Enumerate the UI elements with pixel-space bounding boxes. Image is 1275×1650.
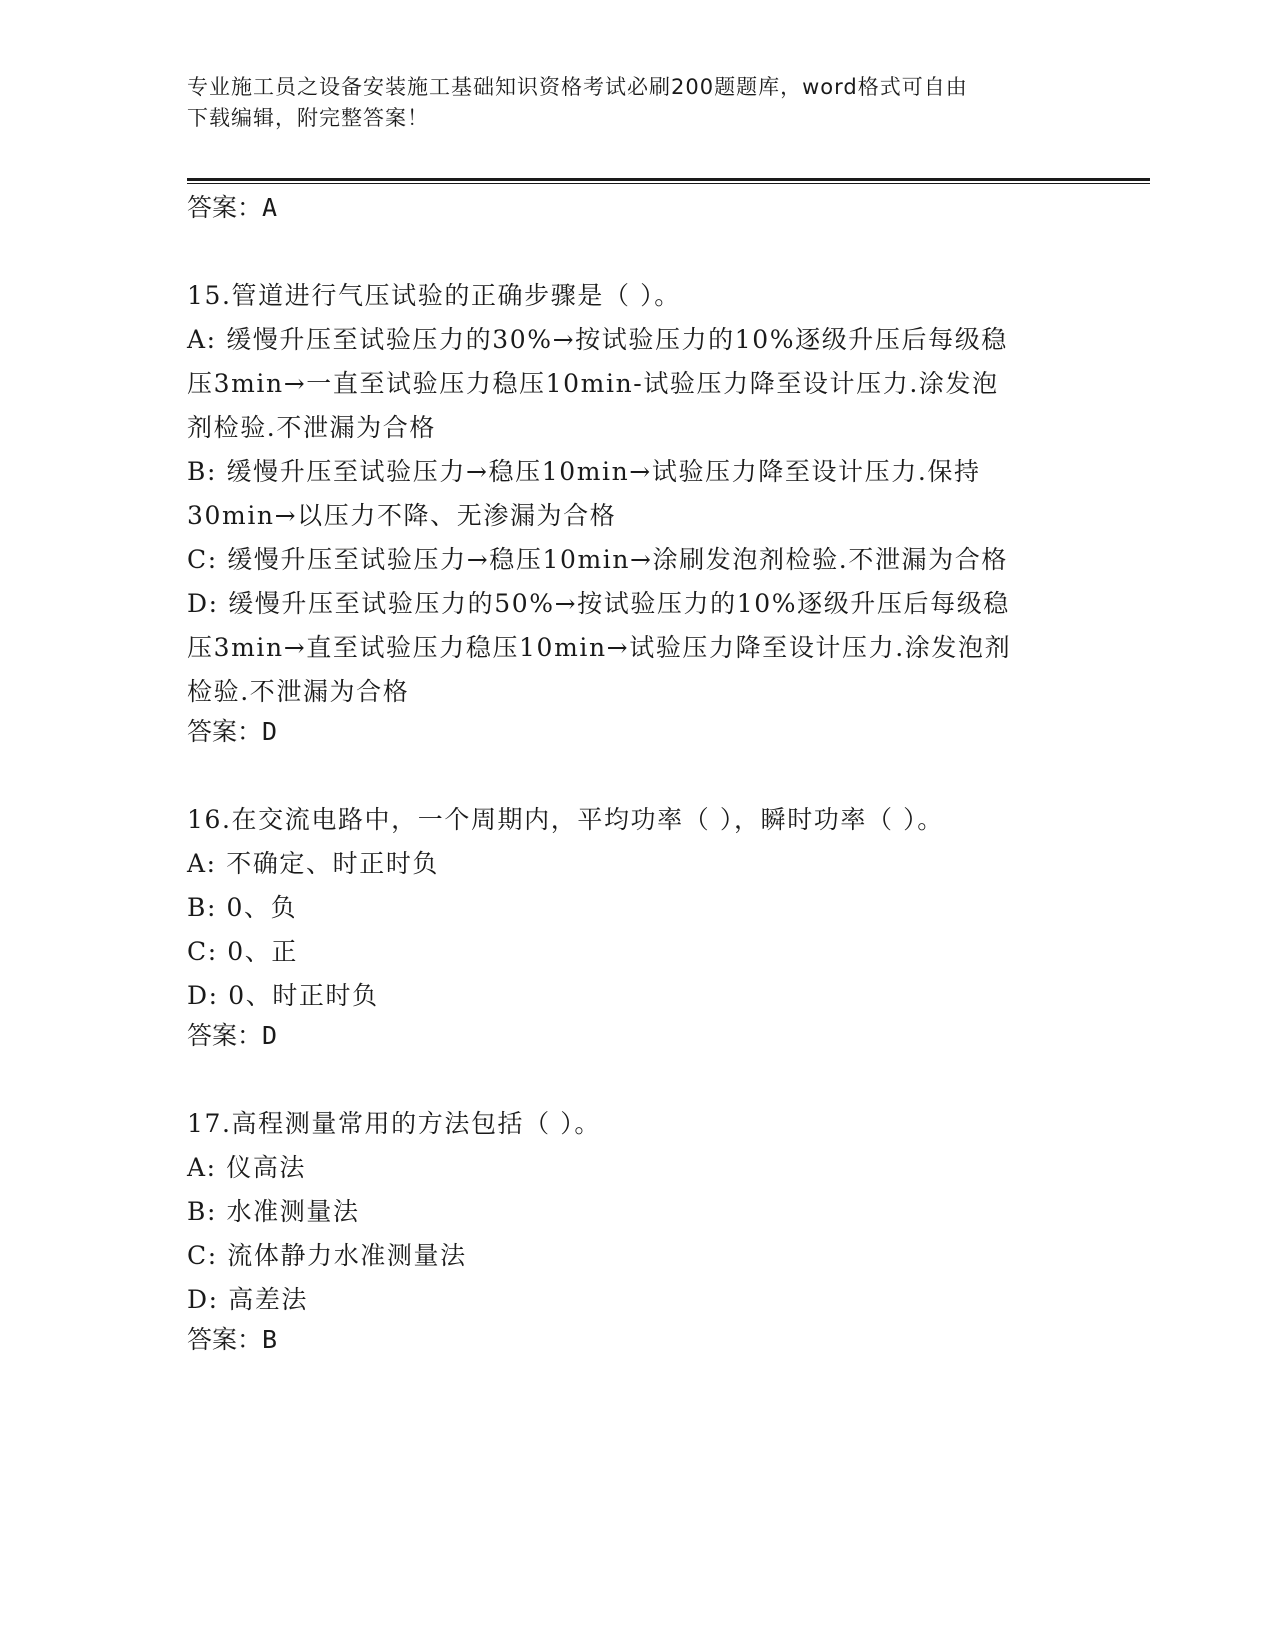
answer-label: 答案： [187, 193, 263, 222]
header-line-2: 下载编辑，附完整答案！ [187, 106, 429, 130]
question-17-option-a: A: 仪高法 [187, 1153, 307, 1182]
question-15-option-a-line-1: A: 缓慢升压至试验压力的30%→按试验压力的10%逐级升压后每级稳 [187, 325, 1008, 354]
question-16-option-b: B: 0、负 [187, 893, 298, 922]
header-line-1: 专业施工员之设备安装施工基础知识资格考试必刷200题题库，word格式可自由 [187, 75, 968, 99]
question-16-option-c: C: 0、正 [187, 937, 299, 966]
question-15-option-d-line-1: D: 缓慢升压至试验压力的50%→按试验压力的10%逐级升压后每级稳 [187, 589, 1010, 618]
answer-value: B [262, 1325, 278, 1354]
answer-value: D [262, 717, 278, 746]
question-15-answer [187, 712, 1087, 748]
question-15-option-b-line-2: 30min→以压力不降、无渗漏为合格 [187, 501, 617, 530]
question-17-option-b: B: 水准测量法 [187, 1197, 360, 1226]
answer-label: 答案： [187, 1021, 263, 1050]
question-17-option-c: C: 流体静力水准测量法 [187, 1241, 467, 1270]
answer-label: 答案： [187, 717, 263, 746]
answer-value: D [262, 1021, 278, 1050]
question-16-option-d: D: 0、时正时负 [187, 981, 379, 1010]
question-17-option-d: D: 高差法 [187, 1285, 309, 1314]
question-17-stem: 17.高程测量常用的方法包括（ ）。 [187, 1109, 602, 1138]
answer-value: A [262, 193, 278, 222]
question-15-option-d-line-2: 压3min→直至试验压力稳压10min→试验压力降至设计压力.涂发泡剂 [187, 633, 1012, 662]
question-15-option-a-line-3: 剂检验.不泄漏为合格 [187, 413, 436, 442]
header-divider-thin [187, 183, 1150, 184]
question-17-answer [187, 1320, 1087, 1356]
question-16-option-a: A: 不确定、时正时负 [187, 849, 440, 878]
answer-line [187, 188, 1087, 224]
document-header [187, 72, 1067, 134]
question-15-stem: 15.管道进行气压试验的正确步骤是（ ）。 [187, 281, 681, 310]
question-16-answer [187, 1016, 1087, 1052]
answer-label: 答案： [187, 1325, 263, 1354]
header-divider [187, 178, 1150, 181]
question-16-stem: 16.在交流电路中，一个周期内，平均功率（ ），瞬时功率（ ）。 [187, 805, 944, 834]
question-15-option-c: C: 缓慢升压至试验压力→稳压10min→涂刷发泡剂检验.不泄漏为合格 [187, 545, 1008, 574]
question-15-option-d-line-3: 检验.不泄漏为合格 [187, 677, 410, 706]
question-15-option-a-line-2: 压3min→一直至试验压力稳压10min-试验压力降至设计压力.涂发泡 [187, 369, 999, 398]
question-15-option-b-line-1: B: 缓慢升压至试验压力→稳压10min→试验压力降至设计压力.保持 [187, 457, 981, 486]
